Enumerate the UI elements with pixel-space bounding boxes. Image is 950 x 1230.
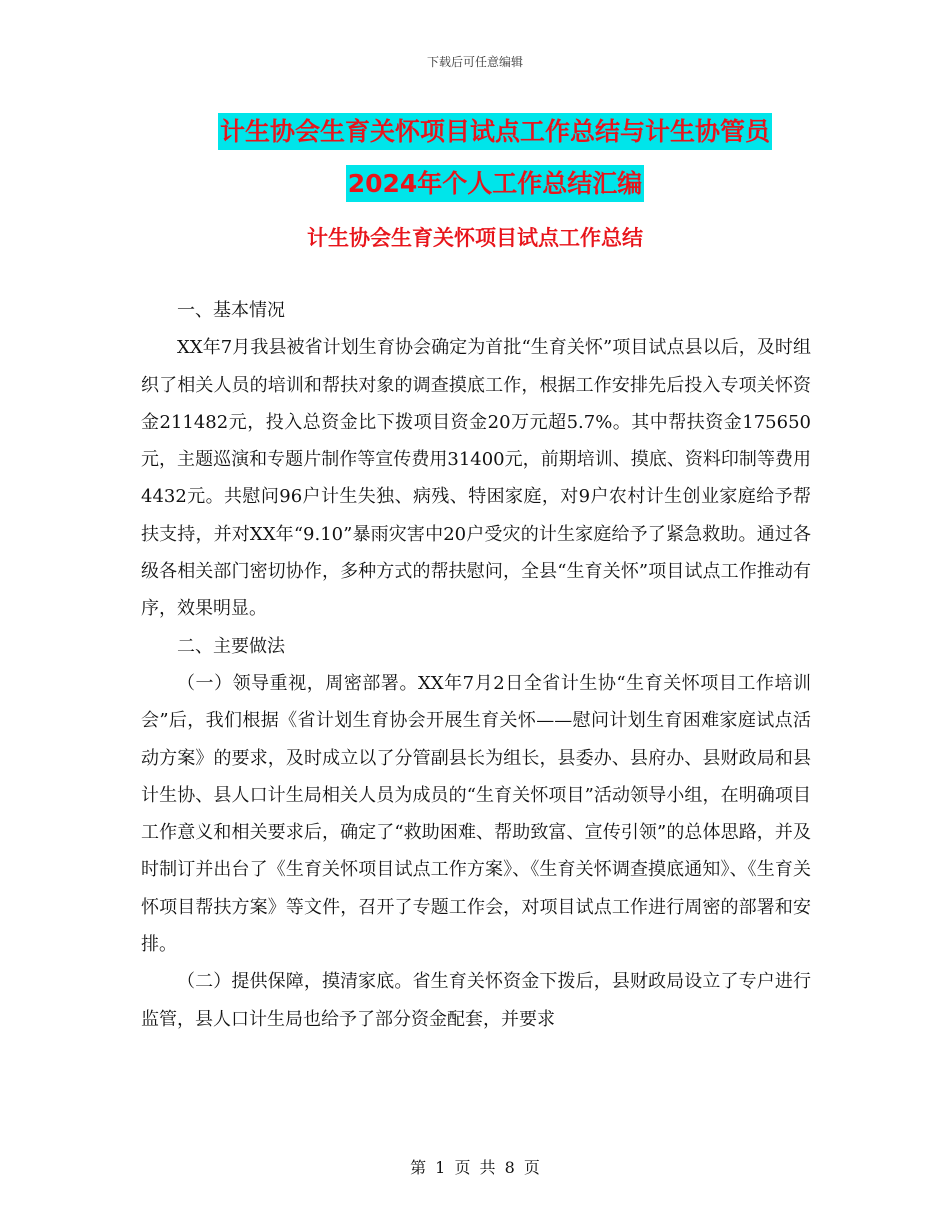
paragraph-leadership: （一）领导重视，周密部署。XX年7月2日全省计生协“生育关怀项目工作培训会”后，我们根据《省计划生育协会开展生育关怀——慰问计划生育困难家庭试点活动方案》的要求，及时成立以了分管副县长为组长，县委办、县府办、县财政局和县计生协、县人口计生局相关人员为成员的“生育关怀项目”活动领导小组，在明确项目工作意义和相关要求后，确定了“救助困难、帮助致富、宣传引领”的总体思路，并及时制订并出台了《生育关怀项目试点工作方案》、《生育关怀调查摸底通知》、《生育关怀项目帮扶方案》等文件，召开了专题工作会，对项目试点工作进行周密的部署和安排。 [141,672,811,956]
paragraph-basic-situation: XX年7月我县被省计划生育协会确定为首批“生育关怀”项目试点县以后，及时组织了相关人员的培训和帮扶对象的调查摸底工作，根据工作安排先后投入专项关怀资金211482元，投入总资金比下拨项目资金20万元超5.7%。其中帮扶资金175650元，主题巡演和专题片制作等宣传费用31400元，前期培训、摸底、资料印制等费用4432元。共慰问96户计生失独、病残、特困家庭，对9户农村计生创业家庭给予帮扶支持，并对XX年“9.10”暴雨灾害中20户受灾的计生家庭给予了紧急救助。通过各级各相关部门密切协作，多种方式的帮扶慰问，全县“生育关怀”项目试点工作推动有序，效果明显。 [141,337,811,620]
document-title [140,106,850,210]
header-note: 下载后可任意编辑 [426,55,523,69]
heading-main-practices: 二、主要做法 [177,635,285,657]
paragraph-guarantee: （二）提供保障，摸清家底。省生育关怀资金下拨后，县财政局设立了专户进行监管，县人口计生局也给予了部分资金配套，并要求 [141,971,811,1030]
document-body [141,292,811,1038]
title-line-1: 计生协会生育关怀项目试点工作总结与计生协管员 [218,113,772,150]
title-line-2: 2024年个人工作总结汇编 [346,165,645,202]
heading-basic-situation: 一、基本情况 [177,300,285,321]
section-title: 计生协会生育关怀项目试点工作总结 [307,226,643,250]
page-footer: 第 1 页 共 8 页 [410,1158,540,1177]
